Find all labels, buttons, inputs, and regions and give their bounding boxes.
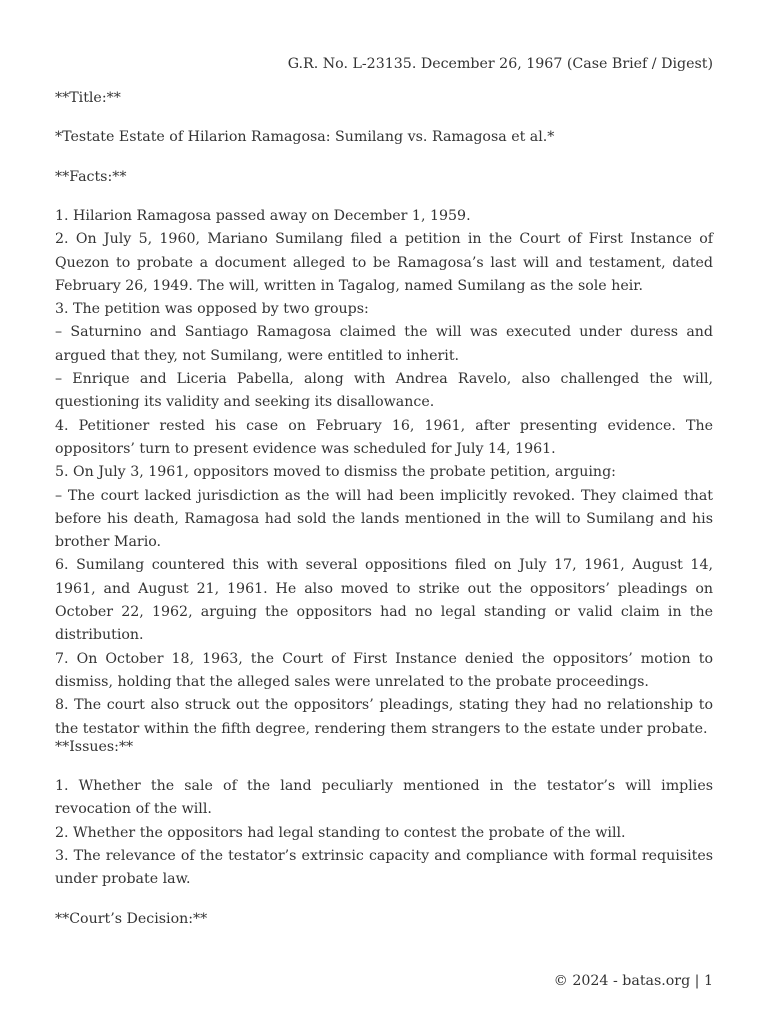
issue-item: 3. The relevance of the testator’s extrinsic capacity and compliance with formal requisites under probate law. (55, 847, 713, 888)
fact-subitem: – Saturnino and Santiago Ramagosa claimed the will was executed under duress and argued that they, not Sumilang, were entitled to inherit. (55, 324, 713, 364)
fact-item: 3. The petition was opposed by two groups: (55, 301, 369, 318)
fact-item: 6. Sumilang countered this with several oppositions filed on July 17, 1961, August 14, 1961, and August 21, 1961. He also moved to strike out the oppositors’ pleadings on October 22, 1962, arguing the oppositors had no legal standing or valid claim in the distribution. (55, 557, 713, 644)
fact-item: 5. On July 3, 1961, oppositors moved to dismiss the probate petition, arguing: (55, 464, 616, 481)
fact-item: 7. On October 18, 1963, the Court of First Instance denied the oppositors’ motion to dismiss, holding that the alleged sales were unrelated to the probate proceedings. (55, 650, 713, 690)
page-footer: © 2024 - batas.org | 1 (553, 973, 713, 989)
fact-item: 2. On July 5, 1960, Mariano Sumilang filed a petition in the Court of First Instance of Quezon to probate a document alleged to be Ramagosa’s last will and testament, dated February 26, 1949. The will, written in Tagalog, named Sumilang as the sole heir. (55, 231, 713, 294)
facts-list (55, 205, 713, 741)
issues-heading: **Issues:** (55, 739, 134, 755)
facts-heading: **Facts:** (55, 169, 127, 185)
title-heading: **Title:** (55, 90, 121, 106)
fact-subitem: – The court lacked jurisdiction as the will had been implicitly revoked. They claimed that before his death, Ramagosa had sold the lands mentioned in the will to Sumilang and his brother Mario. (55, 487, 713, 551)
decision-heading: **Court’s Decision:** (55, 911, 208, 927)
fact-item: 4. Petitioner rested his case on February 16, 1961, after presenting evidence. The oppositors’ turn to present evidence was scheduled for July 14, 1961. (55, 417, 713, 457)
fact-item: 8. The court also struck out the oppositors’ pleadings, stating they had no relationship to the testator within the fifth degree, rendering them strangers to the estate under probate. (55, 697, 713, 737)
case-reference-header: G.R. No. L-23135. December 26, 1967 (Case Brief / Digest) (287, 56, 713, 72)
issue-item: 2. Whether the oppositors had legal standing to contest the probate of the will. (55, 824, 626, 841)
issue-item: 1. Whether the sale of the land peculiarly mentioned in the testator’s will implies revocation of the will. (55, 778, 713, 818)
fact-item: 1. Hilarion Ramagosa passed away on December 1, 1959. (55, 208, 471, 224)
issues-list (55, 775, 713, 891)
fact-subitem: – Enrique and Liceria Pabella, along with Andrea Ravelo, also challenged the will, questioning its validity and seeking its disallowance. (55, 371, 713, 411)
case-title: *Testate Estate of Hilarion Ramagosa: Sumilang vs. Ramagosa et al.* (55, 129, 555, 145)
